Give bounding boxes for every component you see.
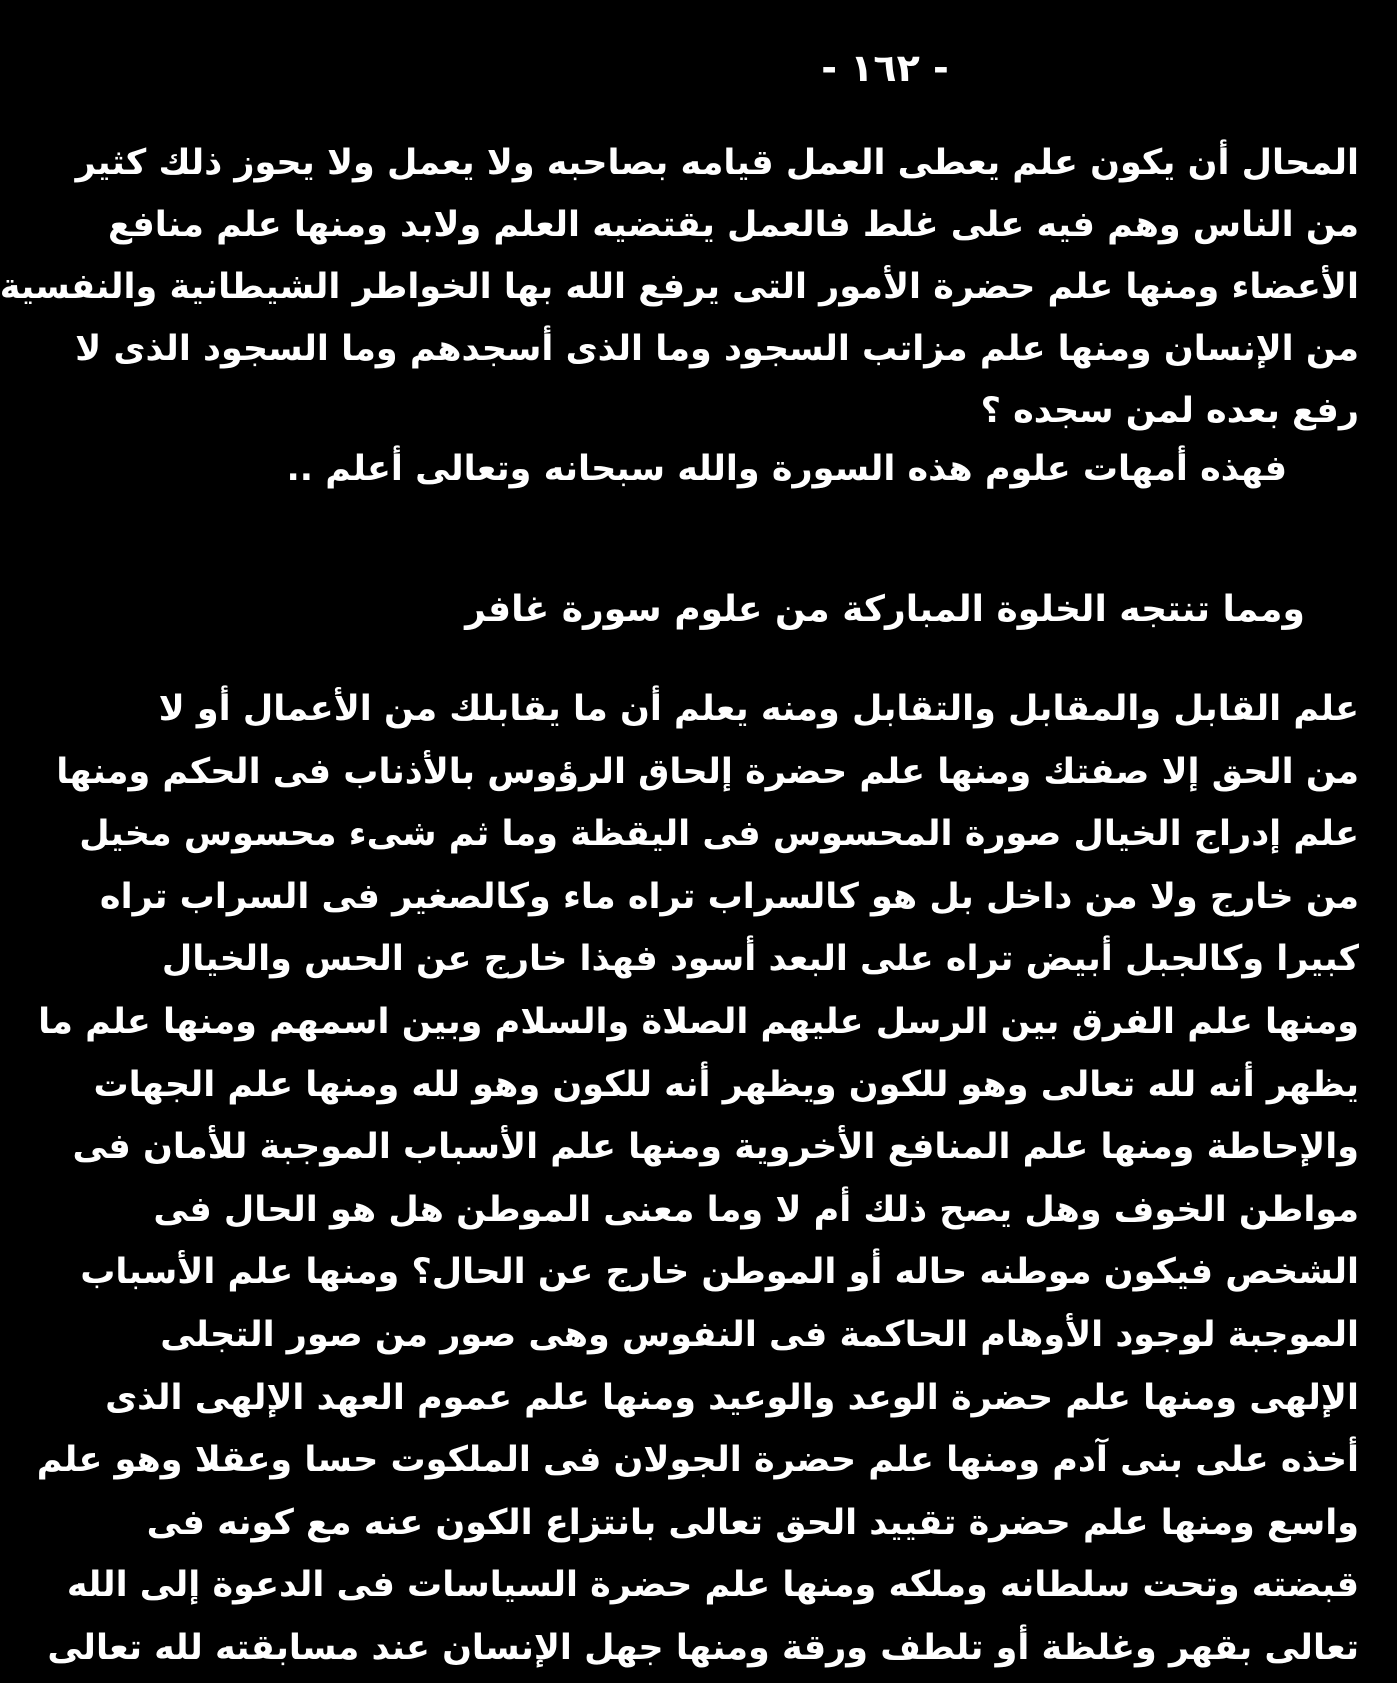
text-line: الشخص فيكون موطنه حاله أو الموطن خارج عن الحال؟ ومنها علم الأسباب bbox=[80, 1252, 1359, 1293]
text-line: الموجبة لوجود الأوهام الحاكمة فى النفوس وهى صور من صور التجلى bbox=[160, 1314, 1359, 1355]
intro-paragraph bbox=[0, 132, 1359, 442]
section-heading: ومما تنتجه الخلوة المباركة من علوم سورة غافر bbox=[465, 589, 1305, 630]
text-line: المحال أن يكون علم يعطى العمل قيامه بصاحبه ولا يعمل ولا يحوز ذلك كثير bbox=[75, 143, 1359, 183]
text-line: من الحق إلا صفتك ومنها علم حضرة إلحاق الرؤوس بالأذناب فى الحكم ومنها bbox=[56, 751, 1359, 792]
text-line: علم إدراج الخيال صورة المحسوس فى اليقظة وما ثم شىء محسوس مخيل bbox=[79, 814, 1359, 855]
text-line: تعالى بقهر وغلظة أو تلطف ورقة ومنها جهل الإنسان عند مسابقته لله تعالى bbox=[47, 1627, 1359, 1668]
text-line: واسع ومنها علم حضرة تقييد الحق تعالى بانتزاع الكون عنه مع كونه فى bbox=[146, 1502, 1359, 1543]
text-line: من الناس وهم فيه على غلط فالعمل يقتضيه العلم ولابد ومنها علم منافع bbox=[107, 205, 1359, 245]
text-line: من الإنسان ومنها علم مزاتب السجود وما الذى أسجدهم وما السجود الذى لا bbox=[75, 329, 1359, 369]
text-line: رفع بعده لمن سجده ؟ bbox=[980, 391, 1359, 431]
text-line: يظهر أنه لله تعالى وهو للكون ويظهر أنه للكون وهو لله ومنها علم الجهات bbox=[93, 1064, 1359, 1105]
text-line: ومنها علم الفرق بين الرسل عليهم الصلاة والسلام وبين اسمهم ومنها علم ما bbox=[38, 1001, 1359, 1042]
text-line: قبضته وتحت سلطانه وملكه ومنها علم حضرة السياسات فى الدعوة إلى الله bbox=[66, 1565, 1359, 1606]
text-line: الأعضاء ومنها علم حضرة الأمور التى يرفع الله بها الخواطر الشيطانية والنفسية bbox=[0, 267, 1359, 307]
closing-sentence: فهذه أمهات علوم هذه السورة والله سبحانه وتعالى أعلم .. bbox=[286, 449, 1287, 489]
text-line: الإلهى ومنها علم حضرة الوعد والوعيد ومنها علم عموم العهد الإلهى الذى bbox=[105, 1377, 1359, 1418]
text-line: علم القابل والمقابل والتقابل ومنه يعلم أن ما يقابلك من الأعمال أو لا bbox=[158, 689, 1359, 729]
text-line: من خارج ولا من داخل بل هو كالسراب تراه ماء وكالصغير فى السراب تراه bbox=[99, 876, 1359, 917]
text-line: مواطن الخوف وهل يصح ذلك أم لا وما معنى الموطن هل هو الحال فى bbox=[153, 1189, 1359, 1230]
text-line: أخذه على بنى آدم ومنها علم حضرة الجولان فى الملكوت حسا وعقلا وهو علم bbox=[36, 1440, 1359, 1481]
page-number: - ١٦٢ - bbox=[821, 46, 949, 90]
text-line: والإحاطة ومنها علم المنافع الأخروية ومنها علم الأسباب الموجبة للأمان فى bbox=[72, 1127, 1359, 1168]
section-paragraph bbox=[36, 678, 1359, 1680]
text-line: كبيرا وكالجبل أبيض تراه على البعد أسود فهذا خارج عن الحس والخيال bbox=[161, 939, 1359, 980]
